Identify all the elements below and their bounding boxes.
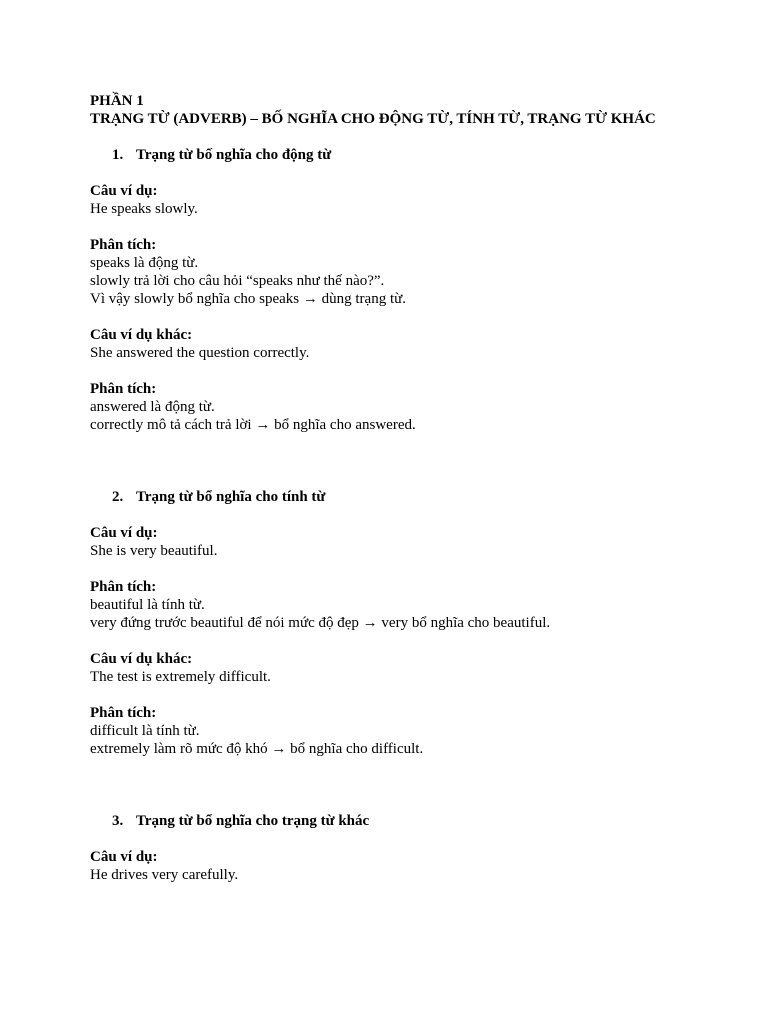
- other-analysis-label: Phân tích:: [90, 705, 157, 721]
- analysis-line: answered là động từ.: [90, 399, 215, 415]
- example-sentence: She is very beautiful.: [90, 543, 218, 559]
- analysis-line: difficult là tính từ.: [90, 723, 200, 739]
- analysis-line: Vì vậy slowly bổ nghĩa cho speaks → dùng trạng từ.: [90, 291, 407, 307]
- other-example-sentence: She answered the question correctly.: [90, 345, 310, 361]
- analysis-line: extremely làm rõ mức độ khó → bổ nghĩa cho difficult.: [90, 741, 424, 757]
- analysis-label: Phân tích:: [90, 579, 157, 595]
- part-label: PHẦN 1: [90, 93, 144, 109]
- section-2-heading: [90, 488, 730, 506]
- section-title: Trạng từ bổ nghĩa cho trạng từ khác: [136, 813, 370, 829]
- other-example-label: Câu ví dụ khác:: [90, 651, 193, 667]
- part-title: TRẠNG TỪ (ADVERB) – BỐ NGHĨA CHO ĐỘNG TỪ, TÍNH TỪ, TRẠNG TỪ KHÁC: [90, 111, 656, 127]
- section-1-heading: [90, 146, 730, 164]
- analysis-line: beautiful là tính từ.: [90, 597, 205, 613]
- analysis-line: speaks là động từ.: [90, 255, 199, 271]
- analysis-label: Phân tích:: [90, 237, 157, 253]
- section-title: Trạng từ bổ nghĩa cho tính từ: [136, 489, 326, 505]
- section-number: 3.: [112, 813, 124, 829]
- section-3-heading: [90, 812, 730, 830]
- example-label: Câu ví dụ:: [90, 183, 158, 199]
- section-title: Trạng từ bố nghĩa cho động từ: [136, 147, 332, 163]
- analysis-line: correctly mô tả cách trả lời → bổ nghĩa cho answered.: [90, 417, 416, 433]
- other-example-label: Câu ví dụ khác:: [90, 327, 193, 343]
- example-label: Câu ví dụ:: [90, 525, 158, 541]
- section-number: 2.: [112, 489, 124, 505]
- document-page: [90, 92, 730, 884]
- example-label: Câu ví dụ:: [90, 849, 158, 865]
- example-sentence: He drives very carefully.: [90, 867, 239, 883]
- analysis-line: slowly trả lời cho câu hỏi “speaks như thế nào?”.: [90, 273, 385, 289]
- other-analysis-label: Phân tích:: [90, 381, 157, 397]
- analysis-line: very đứng trước beautiful để nói mức độ đẹp → very bổ nghĩa cho beautiful.: [90, 615, 551, 631]
- example-sentence: He speaks slowly.: [90, 201, 198, 217]
- other-example-sentence: The test is extremely difficult.: [90, 669, 271, 685]
- section-number: 1.: [112, 147, 124, 163]
